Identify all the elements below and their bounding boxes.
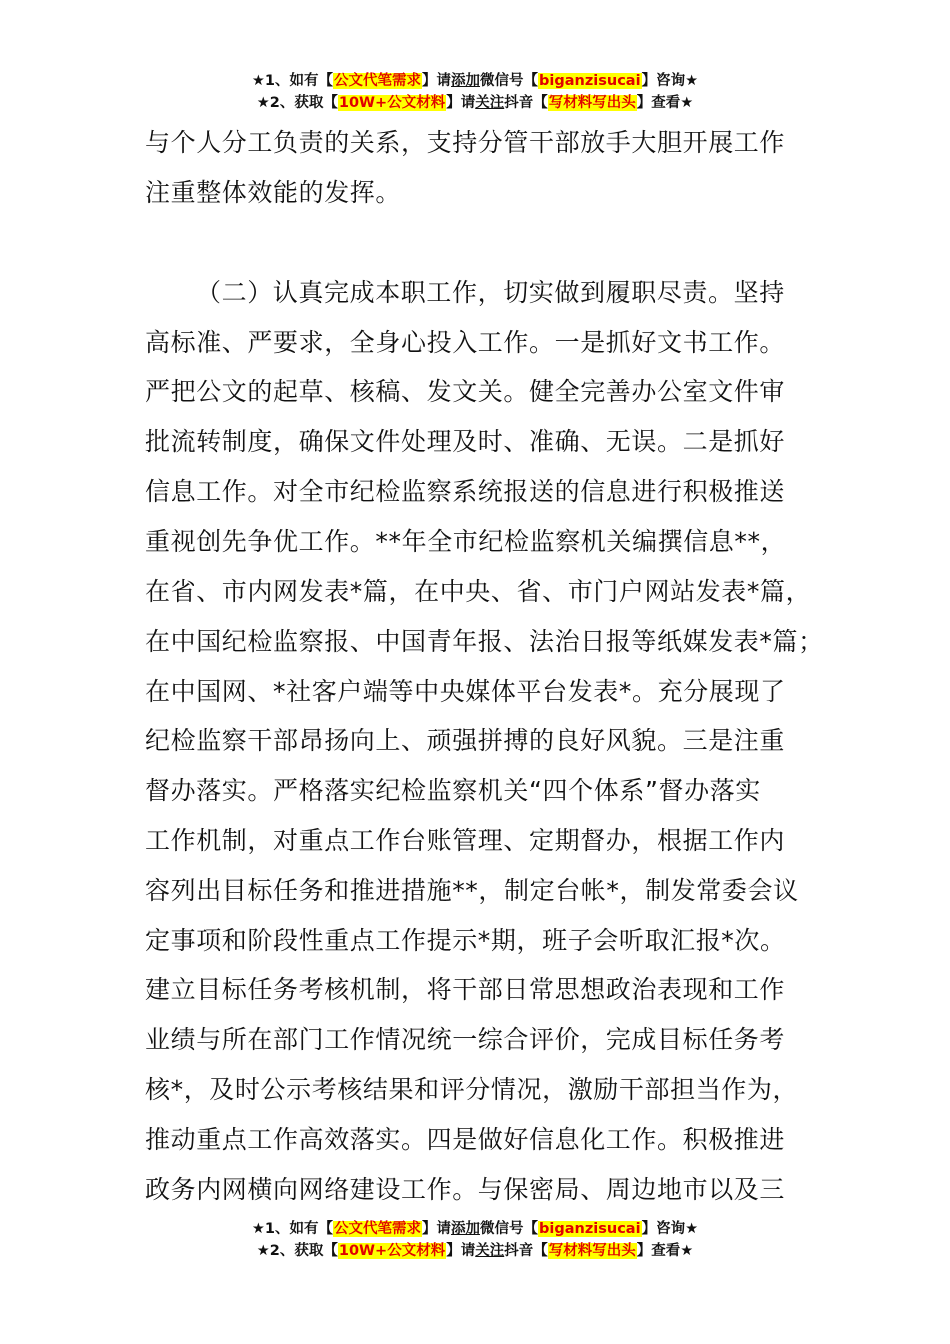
banner-text: 抖音【 [504,1243,548,1259]
banner-text: 】查看★ [636,1243,694,1259]
banner-line-2 [0,1240,950,1262]
body-line: 督办落实。严格落实纪检监察机关“四个体系”督办落实 [145,776,761,805]
banner-text: 】查看★ [636,95,694,111]
banner-underline: 关注 [475,95,505,111]
banner-text: ★2、获取【 [256,1243,338,1259]
body-line: 推动重点工作高效落实。四是做好信息化工作。积极推进 [145,1125,786,1154]
banner-text: 】咨询★ [641,73,699,89]
banner-highlight: 10W+公文材料 [338,1243,446,1259]
banner-highlight: 公文代笔需求 [334,73,422,89]
banner-highlight: biganzisucai [539,73,641,89]
body-line: 建立目标任务考核机制，将干部日常思想政治表现和工作 [145,975,786,1004]
banner-highlight: 10W+公文材料 [338,95,446,111]
body-line: 定事项和阶段性重点工作提示*期，班子会听取汇报*次。 [145,926,786,955]
body-line: 批流转制度，确保文件处理及时、准确、无误。二是抓好 [145,427,786,456]
banner-text: 】请 [422,73,452,89]
banner-text: 微信号【 [480,73,539,89]
banner-underline: 关注 [475,1243,505,1259]
body-line: 业绩与所在部门工作情况统一综合评价，完成目标任务考 [145,1025,786,1054]
body-line: 与个人分工负责的关系，支持分管干部放手大胆开展工作 [145,128,786,157]
banner-text: ★1、如有【 [251,1221,334,1237]
banner-underline: 添加 [451,73,481,89]
body-line: 在中国纪检监察报、中国青年报、法治日报等纸媒发表*篇； [145,627,824,656]
banner-text: ★2、获取【 [256,95,338,111]
banner-highlight: 公文代笔需求 [334,1221,422,1237]
banner-underline: 添加 [451,1221,481,1237]
banner-text: 】咨询★ [641,1221,699,1237]
banner-highlight: biganzisucai [539,1221,641,1237]
banner-line-1 [0,70,950,92]
banner-highlight: 写材料写出头 [548,95,636,111]
body-line: 注重整体效能的发挥。 [145,178,402,207]
banner-line-1 [0,1218,950,1240]
body-line: 核*，及时公示考核结果和评分情况，激励干部担当作为， [145,1075,799,1104]
body-line: 工作机制，对重点工作台账管理、定期督办，根据工作内 [145,826,786,855]
body-line: 重视创先争优工作。**年全市纪检监察机关编撰信息**， [145,527,787,556]
banner-text: ★1、如有【 [251,73,334,89]
body-line: 纪检监察干部昂扬向上、顽强拼搏的良好风貌。三是注重 [145,726,786,755]
banner-line-2 [0,92,950,114]
body-line: 在中国网、*社客户端等中央媒体平台发表*。充分展现了 [145,677,786,706]
body-line: 在省、市内网发表*篇，在中央、省、市门户网站发表*篇， [145,577,812,606]
banner-text: 】请 [446,1243,476,1259]
banner-highlight: 写材料写出头 [548,1243,636,1259]
section-heading-line: （二）认真完成本职工作，切实做到履职尽责。坚持 [196,278,785,307]
body-line: 高标准、严要求，全身心投入工作。一是抓好文书工作。 [145,328,786,357]
banner-text: 微信号【 [480,1221,539,1237]
footer-banner [0,1218,950,1262]
header-banner [0,70,950,114]
banner-text: 抖音【 [504,95,548,111]
body-line: 政务内网横向网络建设工作。与保密局、周边地市以及三 [145,1175,786,1204]
body-line: 容列出目标任务和推进措施**，制定台帐*，制发常委会议 [145,876,799,905]
banner-text: 】请 [446,95,476,111]
banner-text: 】请 [422,1221,452,1237]
body-line: 信息工作。对全市纪检监察系统报送的信息进行积极推送 [145,477,786,506]
body-line: 严把公文的起草、核稿、发文关。健全完善办公室文件审 [145,377,786,406]
